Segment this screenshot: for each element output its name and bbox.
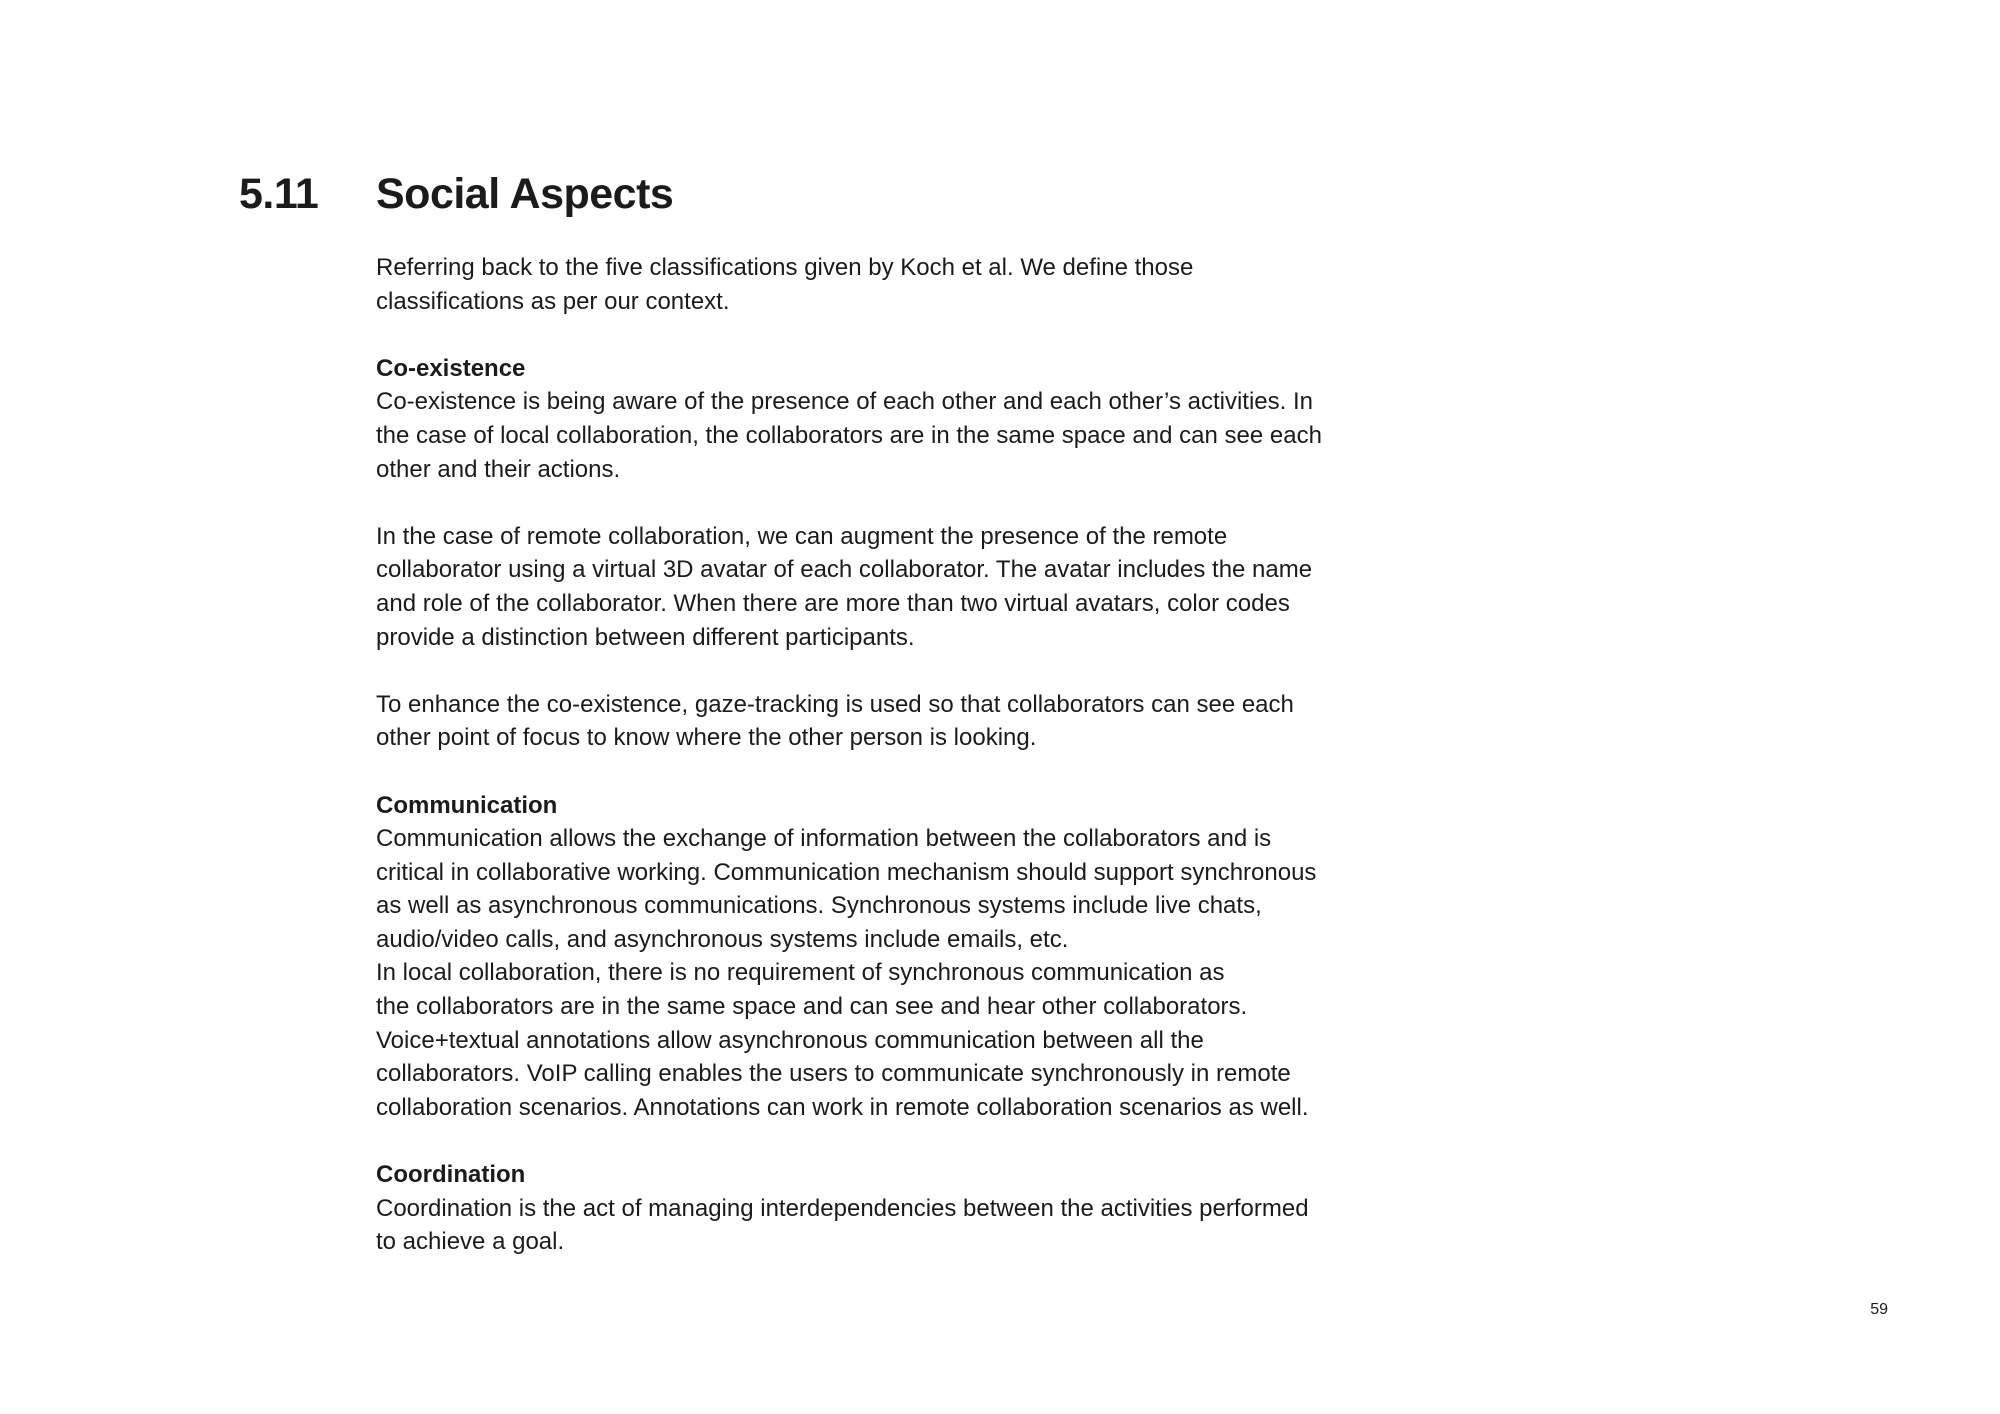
- paragraph-spacer: [376, 318, 1376, 352]
- coexistence-paragraph-1: [376, 385, 1376, 486]
- text-line: classifications as per our context.: [376, 287, 730, 315]
- text-line: In local collaboration, there is no requirement of synchronous communication as: [376, 959, 1225, 987]
- text-line: the collaborators are in the same space and can see and hear other collaborators.: [376, 993, 1248, 1021]
- text-line: Communication allows the exchange of information between the collaborators and is: [376, 825, 1272, 853]
- paragraph-spacer: [376, 1124, 1376, 1158]
- text-line: to achieve a goal.: [376, 1228, 565, 1256]
- text-line: audio/video calls, and asynchronous systems include emails, etc.: [376, 925, 1069, 953]
- coexistence-paragraph-3: [376, 688, 1376, 755]
- text-line: critical in collaborative working. Communication mechanism should support synchronous: [376, 858, 1317, 886]
- subheading-communication: Communication: [376, 791, 558, 819]
- text-line: Referring back to the five classifications given by Koch et al. We define those: [376, 254, 1194, 281]
- text-line: collaborators. VoIP calling enables the users to communicate synchronously in remote: [376, 1060, 1291, 1088]
- text-line: collaboration scenarios. Annotations can work in remote collaboration scenarios as well.: [376, 1093, 1309, 1121]
- section-body: [376, 251, 1376, 1259]
- text-line: Co-existence is being aware of the presence of each other and each other’s activities. In: [376, 388, 1313, 416]
- coexistence-paragraph-2: [376, 520, 1376, 654]
- text-line: provide a distinction between different participants.: [376, 623, 915, 651]
- text-line: the case of local collaboration, the collaborators are in the same space and can see each: [376, 421, 1322, 449]
- page-number: 59: [1870, 1301, 1888, 1318]
- text-line: Voice+textual annotations allow asynchronous communication between all the: [376, 1026, 1204, 1054]
- intro-paragraph: [376, 251, 1376, 318]
- text-line: Coordination is the act of managing interdependencies between the activities performed: [376, 1194, 1309, 1222]
- text-line: other and their actions.: [376, 455, 621, 483]
- text-line: and role of the collaborator. When there are more than two virtual avatars, color codes: [376, 589, 1290, 617]
- text-line: collaborator using a virtual 3D avatar of each collaborator. The avatar includes the name: [376, 556, 1313, 584]
- subheading-coordination: Coordination: [376, 1161, 526, 1189]
- paragraph-spacer: [376, 755, 1376, 789]
- section-title: Social Aspects: [376, 170, 674, 218]
- paragraph-spacer: [376, 486, 1376, 520]
- text-line: other point of focus to know where the other person is looking.: [376, 724, 1037, 752]
- paragraph-spacer: [376, 654, 1376, 688]
- text-line: as well as asynchronous communications. Synchronous systems include live chats,: [376, 892, 1262, 920]
- text-line: To enhance the co-existence, gaze-tracking is used so that collaborators can see each: [376, 690, 1294, 718]
- section-number: 5.11: [239, 170, 319, 218]
- coordination-paragraph: [376, 1192, 1376, 1259]
- subheading-coexistence: Co-existence: [376, 354, 526, 382]
- text-line: In the case of remote collaboration, we can augment the presence of the remote: [376, 522, 1228, 550]
- communication-paragraph: [376, 822, 1376, 1124]
